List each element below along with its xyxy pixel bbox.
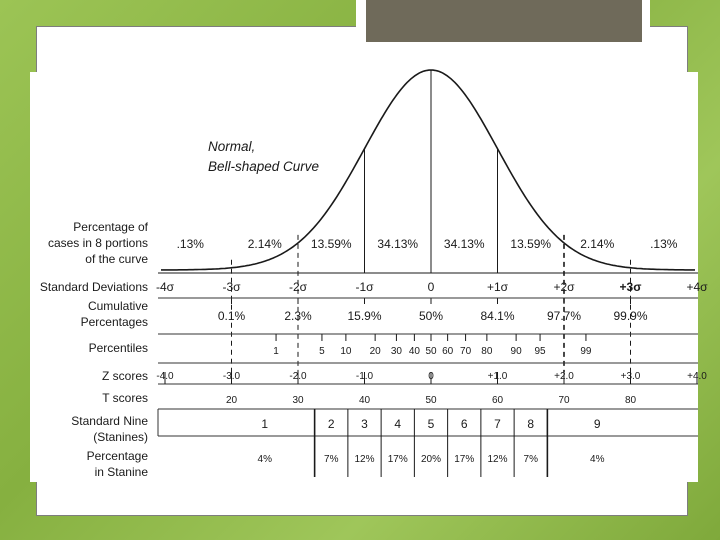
stanine-number: 1 [261, 417, 269, 431]
stanine-percentage: 12% [354, 454, 375, 465]
z-score-label: +3.0 [620, 371, 641, 382]
stanine-percentage: 4% [257, 454, 272, 465]
percentile-label: 5 [319, 346, 325, 357]
curve-label-line-1: Normal, [208, 139, 256, 154]
title-box [366, 0, 642, 42]
t-score-label: 70 [558, 395, 570, 406]
region-percentage: 34.13% [377, 237, 419, 251]
stanine-percentage: 4% [590, 454, 605, 465]
stanine-number: 9 [593, 417, 601, 431]
sd-label: -4σ [155, 280, 175, 294]
percentile-label: 70 [460, 346, 472, 357]
curve-label-line-2: Bell-shaped Curve [208, 159, 320, 174]
percentile-scale [273, 334, 592, 357]
sd-guide-lines [232, 70, 631, 372]
region-percentage: 13.59% [310, 237, 352, 251]
sd-label: -3σ [222, 280, 241, 294]
sd-label: -1σ [355, 280, 374, 294]
z-score-label: -2.0 [289, 371, 307, 382]
sd-labels [156, 280, 708, 294]
label-pct-stanine-1: Percentage [86, 449, 148, 463]
sd-label: +3σ [619, 280, 642, 294]
region-percentages [177, 237, 678, 251]
percentile-label: 30 [390, 346, 402, 357]
stanine-percentage: 20% [420, 454, 442, 465]
cumulative-percentage: 50% [418, 309, 444, 323]
percentile-label: 90 [510, 346, 522, 357]
stanine-percentage: 12% [487, 454, 508, 465]
stanine-percentage: 17% [387, 454, 408, 465]
t-score-label: 50 [425, 395, 437, 406]
region-percentage: 2.14% [247, 237, 282, 251]
z-score-label: +4.0 [687, 371, 707, 382]
label-percentiles: Percentiles [88, 341, 148, 355]
region-percentage: 13.59% [510, 237, 552, 251]
region-percentage: 34.13% [443, 237, 485, 251]
percentile-label: 99 [580, 346, 592, 357]
stanine-number: 8 [527, 417, 535, 431]
z-score-label: -3.0 [222, 371, 241, 382]
label-pct-stanine-2: in Stanine [94, 465, 148, 479]
region-percentage: .13% [176, 237, 204, 251]
label-stanines-2: (Stanines) [93, 430, 148, 444]
sd-label: +1σ [486, 280, 509, 294]
stanine-number: 4 [394, 417, 402, 431]
sd-label: -2σ [288, 280, 308, 294]
stanine-number: 2 [327, 417, 335, 431]
percentile-label: 80 [481, 346, 493, 357]
percentile-label: 95 [534, 346, 546, 357]
label-z-scores: Z scores [101, 369, 148, 383]
t-score-label: 80 [624, 395, 637, 406]
z-score-label: +1.0 [487, 371, 508, 382]
percentile-label: 10 [340, 346, 352, 357]
label-cumulative-2: Percentages [80, 315, 148, 329]
region-percentage: 2.14% [580, 237, 615, 251]
cumulative-percentage: 15.9% [347, 309, 382, 323]
cumulative-percentage: 97.7% [546, 309, 582, 323]
label-stanines-1: Standard Nine [71, 414, 148, 428]
sd-label: +2σ [553, 280, 575, 294]
stanine-scale [261, 409, 601, 477]
stanine-percentage: 17% [454, 454, 475, 465]
cumulative-percentage: 2.3% [284, 309, 312, 323]
cumulative-percentage: 84.1% [480, 309, 515, 323]
stanine-number: 5 [427, 417, 435, 431]
t-score-label: 40 [358, 395, 371, 406]
percentile-label: 50 [425, 346, 437, 357]
z-score-scale [156, 371, 707, 384]
label-percentage-cases-2: cases in 8 portions [47, 236, 148, 250]
t-score-label: 60 [491, 395, 504, 406]
label-percentage-cases-1: Percentage of [73, 220, 148, 234]
z-score-label: 0 [428, 371, 434, 382]
label-percentage-cases-3: of the curve [85, 252, 148, 266]
stanine-percentage: 7% [523, 454, 538, 465]
normal-curve-figure [30, 72, 708, 482]
z-score-label: -4.0 [156, 371, 174, 382]
cumulative-labels [218, 309, 648, 323]
percentile-label: 40 [408, 346, 420, 357]
cumulative-percentage: 99.9% [613, 309, 648, 323]
label-standard-deviations: Standard Deviations [39, 280, 148, 294]
label-t-scores: T scores [102, 391, 148, 405]
percentile-label: 1 [273, 346, 279, 357]
t-score-scale [226, 395, 637, 406]
t-score-label: 20 [225, 395, 238, 406]
t-score-label: 30 [292, 395, 304, 406]
sd-label: 0 [427, 280, 435, 294]
stanine-percentage: 7% [324, 454, 339, 465]
region-percentage: .13% [650, 237, 678, 251]
stanine-number: 3 [361, 417, 368, 431]
z-score-label: +2.0 [554, 371, 574, 382]
z-score-label: -1.0 [355, 371, 374, 382]
stanine-number: 7 [494, 417, 501, 431]
percentile-label: 20 [369, 346, 381, 357]
sd-label: +4σ [686, 280, 708, 294]
normal-curve-diagram [30, 72, 708, 482]
label-cumulative-1: Cumulative [87, 299, 148, 313]
stanine-percentages [258, 454, 605, 465]
stanine-number: 6 [460, 417, 468, 431]
percentile-label: 60 [442, 346, 454, 357]
cumulative-percentage: 0.1% [217, 309, 246, 323]
